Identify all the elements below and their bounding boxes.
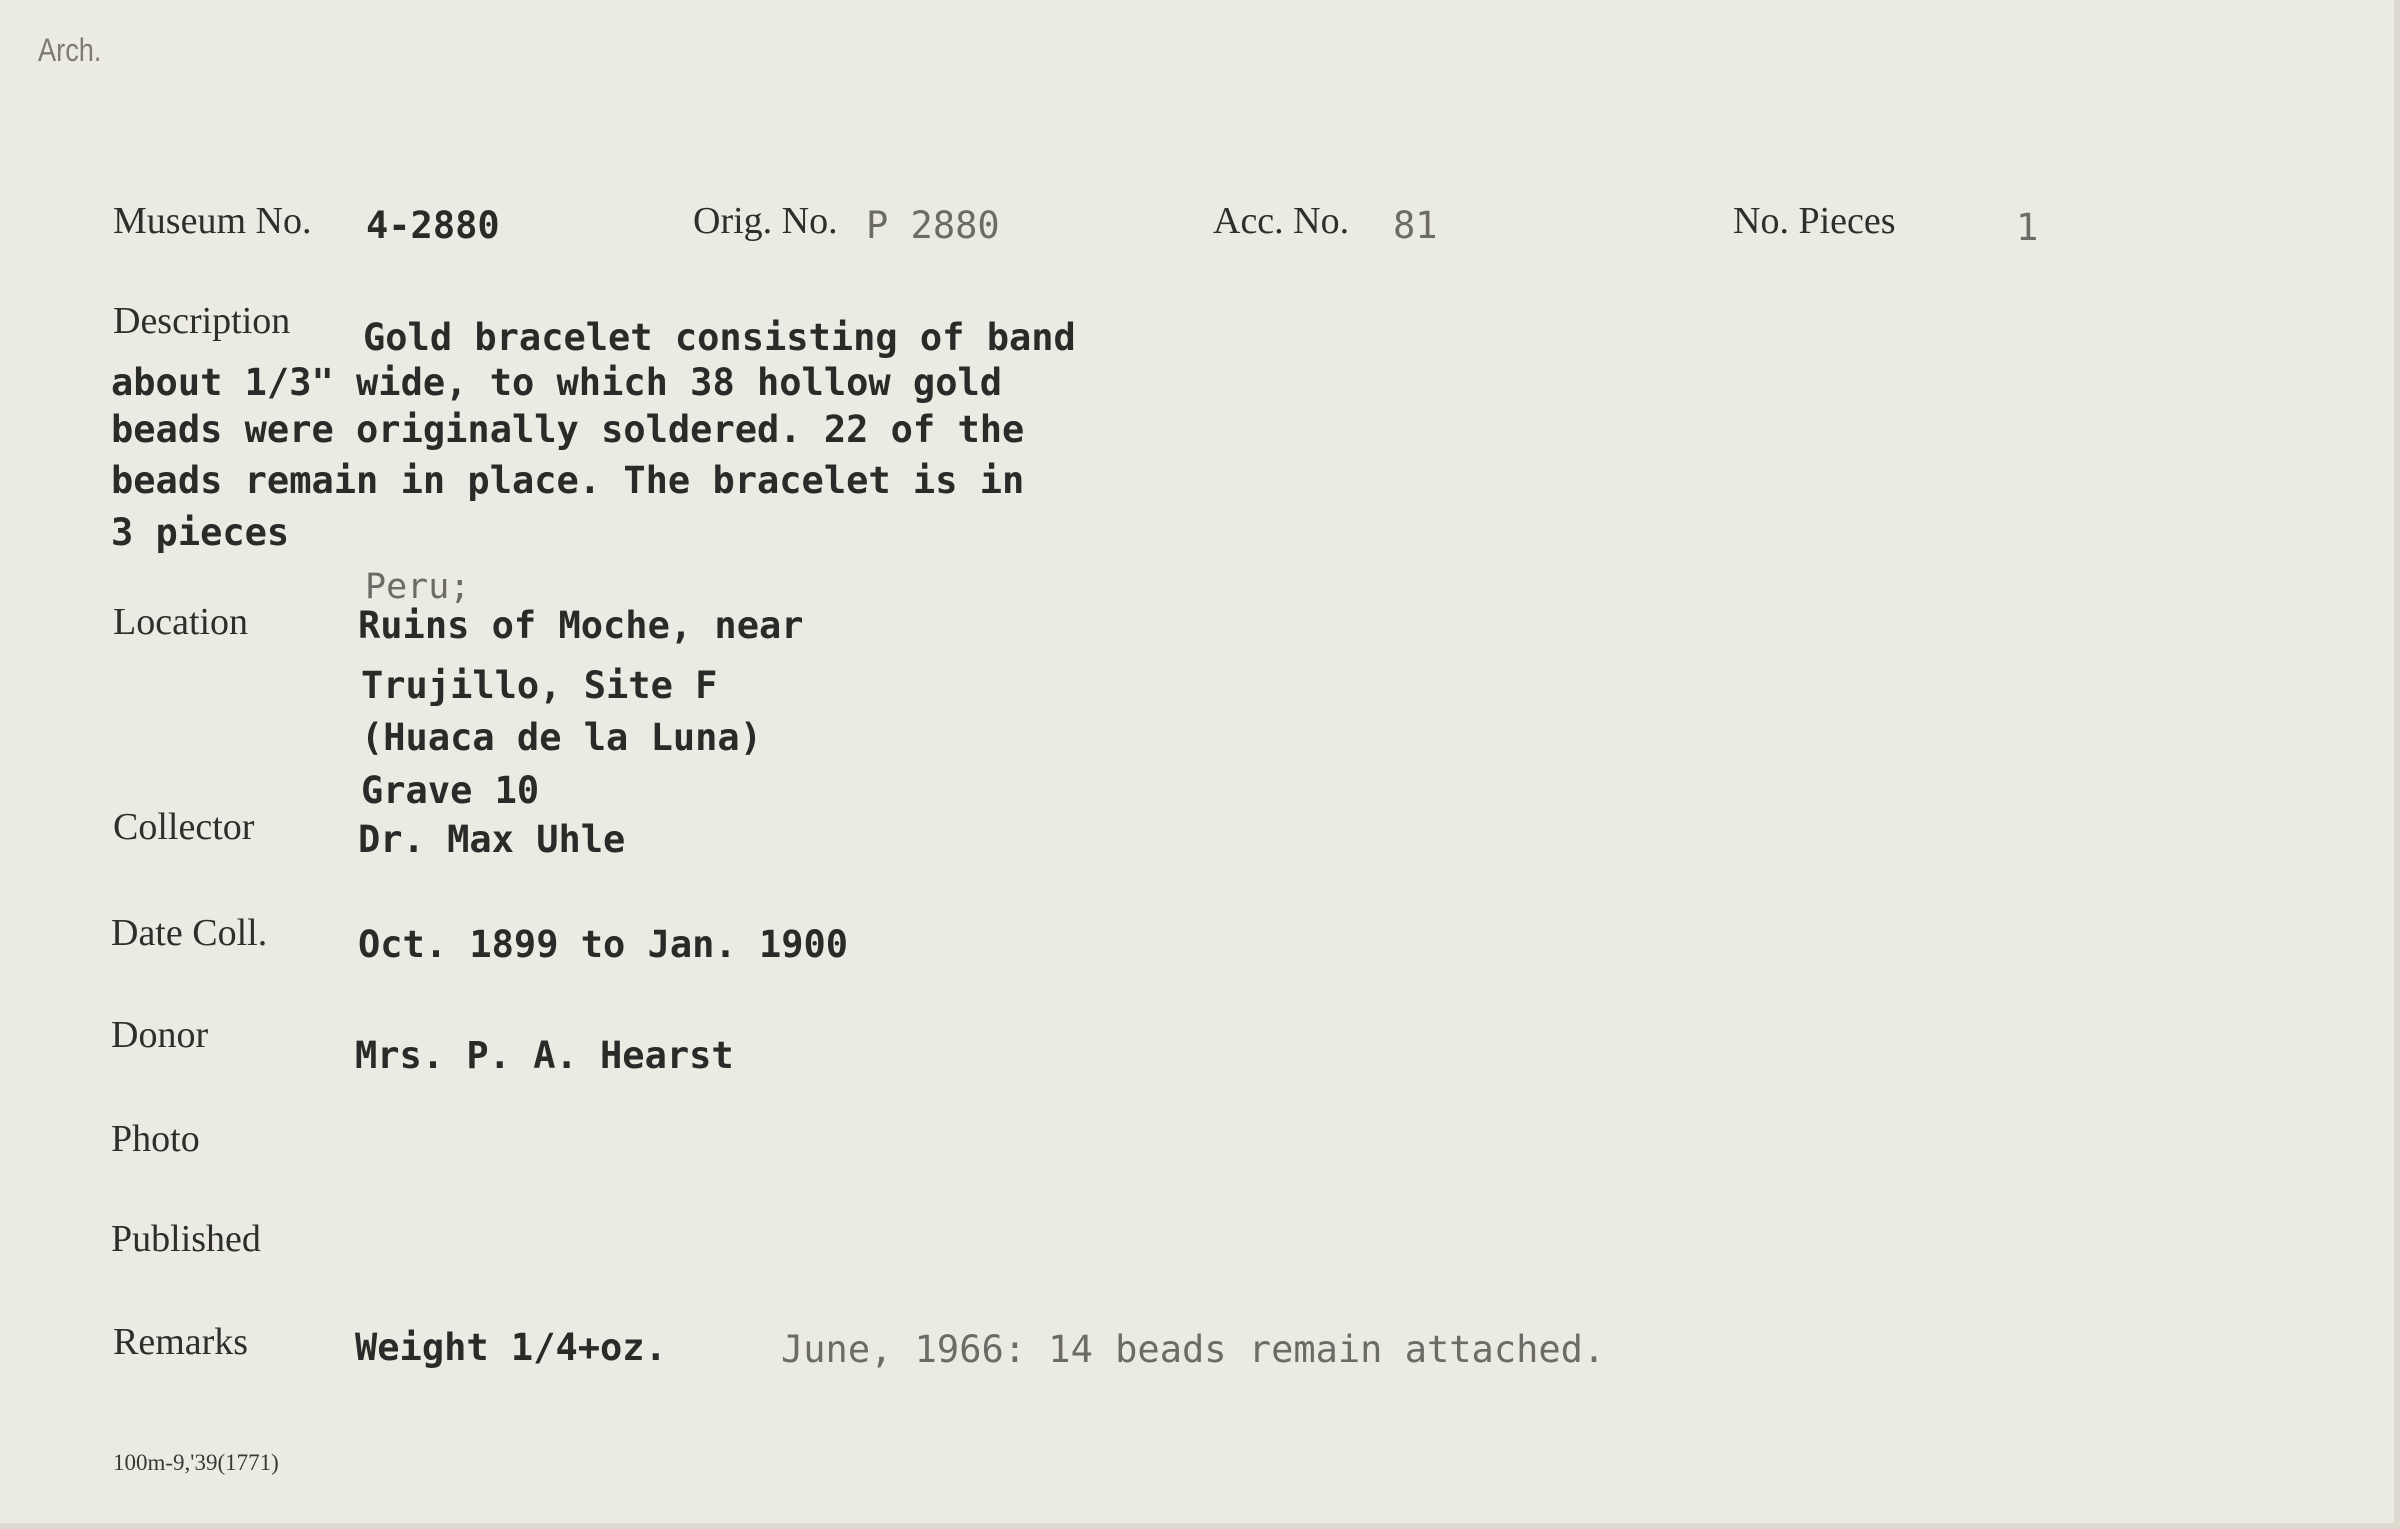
description-line-3: beads were originally soldered. 22 of the	[111, 408, 1025, 451]
location-line-4: Grave 10	[361, 769, 540, 812]
no-pieces-label: No. Pieces	[1733, 200, 1896, 242]
date-coll-label: Date Coll.	[111, 912, 268, 954]
description-line-2: about 1/3" wide, to which 38 hollow gold	[111, 361, 1003, 404]
photo-label: Photo	[111, 1118, 200, 1160]
collector-value: Dr. Max Uhle	[358, 818, 626, 861]
description-line-1: Gold bracelet consisting of band	[363, 316, 1076, 359]
location-label: Location	[113, 601, 249, 643]
acc-no-value: 81	[1393, 204, 1438, 247]
remarks-label: Remarks	[113, 1321, 249, 1363]
description-line-5: 3 pieces	[111, 511, 290, 554]
remarks-later-note: June, 1966: 14 beads remain attached.	[781, 1328, 1606, 1371]
orig-no-label: Orig. No.	[693, 200, 838, 242]
museum-no-label: Museum No.	[113, 200, 312, 242]
description-label: Description	[113, 300, 291, 342]
date-coll-value: Oct. 1899 to Jan. 1900	[358, 923, 849, 966]
location-prefix: Peru;	[365, 567, 471, 607]
description-line-4: beads remain in place. The bracelet is in	[111, 459, 1025, 502]
location-line-3: (Huaca de la Luna)	[361, 716, 762, 759]
museum-no-value: 4-2880	[366, 204, 500, 247]
no-pieces-value: 1	[2016, 206, 2039, 249]
location-line-2: Trujillo, Site F	[361, 664, 718, 707]
collector-label: Collector	[113, 806, 255, 848]
card-edge-bottom	[0, 1523, 2400, 1529]
remarks-value: Weight 1/4+oz.	[355, 1326, 667, 1369]
department-stamp: Arch.	[38, 32, 102, 68]
card-edge-right	[2394, 0, 2400, 1529]
donor-value: Mrs. P. A. Hearst	[355, 1034, 734, 1077]
orig-no-value: P 2880	[866, 204, 1000, 247]
donor-label: Donor	[111, 1014, 209, 1056]
location-line-1: Ruins of Moche, near	[358, 604, 804, 647]
acc-no-label: Acc. No.	[1213, 200, 1350, 242]
published-label: Published	[111, 1218, 261, 1260]
form-code: 100m-9,'39(1771)	[113, 1450, 279, 1475]
